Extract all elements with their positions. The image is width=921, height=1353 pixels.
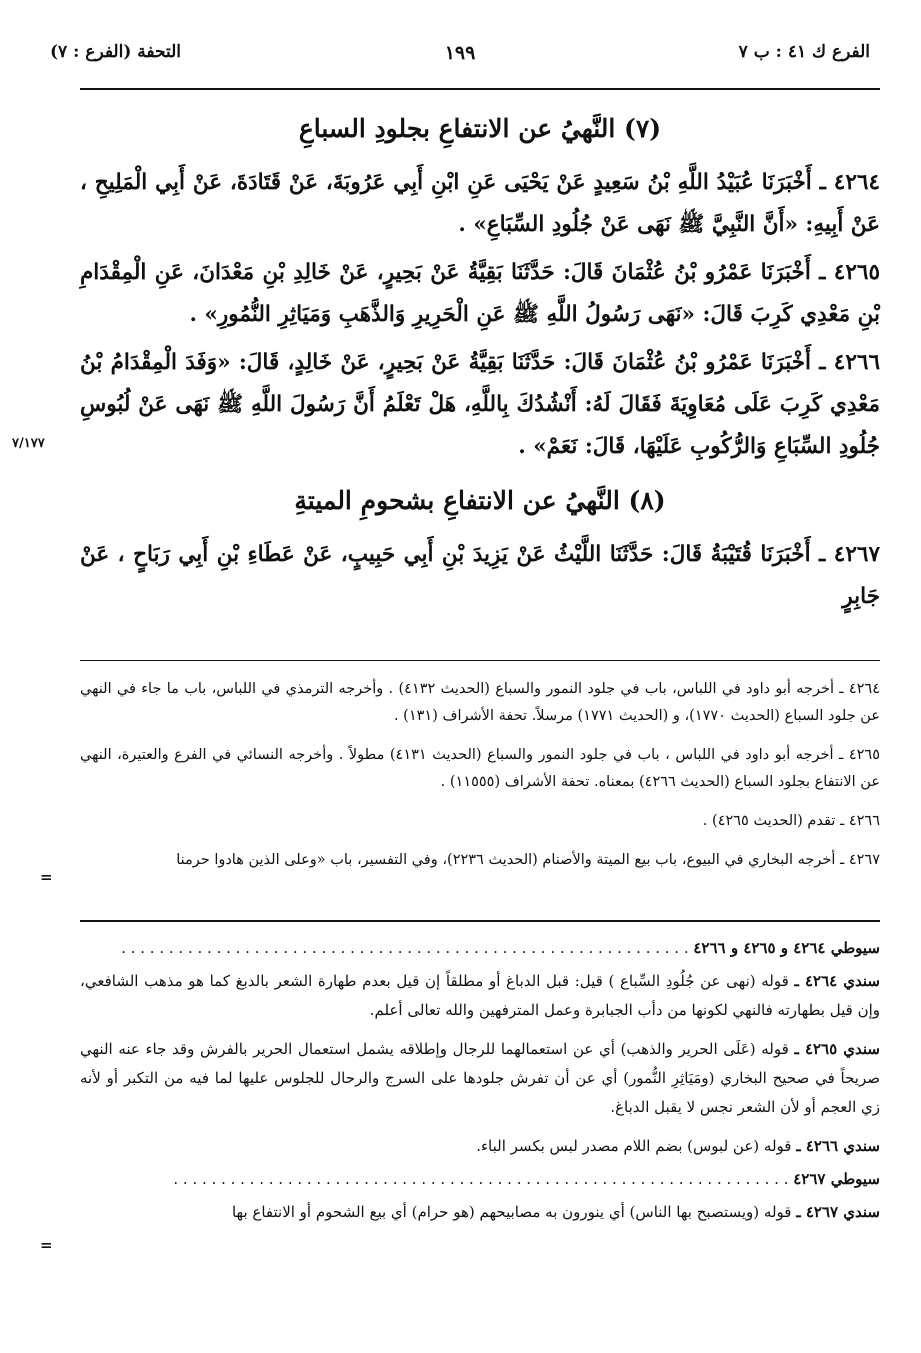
header-tuhfa-ref: التحفة (الفرع : ٧) xyxy=(50,42,182,62)
takhrij-4265: ٤٢٦٥ ـ أخرجه أبو داود في اللباس ، باب في جلود النمور والسباع (الحديث ٤١٣١) مطولاً . وأخرجه النسائي في الفرع والعتيرة، النهي عن الانتفاع بجلود السباع (الحديث ٤٢٦٦) بمعناه. تحفة الأشراف (١١٥٥٥) . xyxy=(80,747,880,790)
commentary-text: . . . . . . . . . . . . . . . . . . . . . . . . . . . . . . . . . . . . . . . . . . . . . . . . . . . . . . . . . . . . xyxy=(121,939,694,957)
takhrij-4267: ٤٢٦٧ ـ أخرجه البخاري في البيوع، باب بيع الميتة والأصنام (الحديث ٢٢٣٦)، وفي التفسير، باب «وعلى الذين هادوا حرمنا xyxy=(176,852,880,868)
margin-reference: ٧/١٧٧ xyxy=(12,436,45,451)
commentary-text: قوله (ويستصبح بها الناس) أي ينورون به مصابيحهم (هو حرام) أي بيع الشحوم أو الانتفاع بها xyxy=(231,1203,797,1221)
commentary-label: سندي ٤٢٦٥ ـ xyxy=(794,1040,880,1058)
hadith-4267: ٤٢٦٧ ـ أَخْبَرَنَا قُتَيْبَةُ قَالَ: حَدَّثَنَا اللَّيْثُ عَنْ يَزِيدَ بْنِ أَبِي حَبِيبٍ، عَنْ عَطَاءِ بْنِ أَبِي رَبَاحٍ ، عَنْ جَابِرٍ xyxy=(80,542,880,609)
header-divider xyxy=(80,88,880,90)
commentary-label: سندي ٤٢٦٤ ـ xyxy=(794,972,881,990)
commentary-label: سندي ٤٢٦٦ ـ xyxy=(796,1137,880,1155)
main-text xyxy=(80,110,880,624)
sindi-4266 xyxy=(80,1132,880,1161)
commentary-label: سيوطي ٤٢٦٤ و ٤٢٦٥ و ٤٢٦٦ xyxy=(693,939,880,957)
commentary-text: قوله (عَلَى الحرير والذهب) أي عن استعمالهما للرجال وإطلاقه يشمل استعمال الحرير بالفرش وقد جاء عنه النهي صريحاً في صحيح البخاري (ومَيَاثِرِ النُّمور) أي عن أن تفرش جلودها على السرج والرحال للجلوس عليها لما فيه من التكبر أو لأنه زي العجم أو لأن الشعر نجس لا يقبل الدباغ. xyxy=(80,1040,880,1116)
hadith-4266: ٤٢٦٦ ـ أَخْبَرَنَا عَمْرُو بْنُ عُثْمَانَ قَالَ: حَدَّثَنَا بَقِيَّةُ عَنْ بَحِيرٍ، عَنْ خَالِدٍ، قَالَ: «وَفَدَ الْمِقْدَامُ بْنُ مَعْدِي كَرِبَ عَلَى مُعَاوِيَةَ فَقَالَ لَهُ: أَنْشُدُكَ بِاللَّهِ، هَلْ تَعْلَمُ أَنَّ رَسُولَ اللَّهِ ﷺ نَهَى عَنْ لُبُوسِ جُلُودِ السِّبَاعِ وَالرُّكُوبِ عَلَيْهَا، قَالَ: نَعَمْ» . xyxy=(80,350,880,459)
commentary-section xyxy=(80,934,880,1231)
suyuti-4267 xyxy=(80,1165,880,1194)
takhrij-4266: ٤٢٦٦ ـ تقدم (الحديث ٤٢٦٥) . xyxy=(702,813,880,829)
commentary-label: سندي ٤٢٦٧ ـ xyxy=(796,1203,880,1221)
hadith-4265: ٤٢٦٥ ـ أَخْبَرَنَا عَمْرُو بْنُ عُثْمَانَ قَالَ: حَدَّثَنَا بَقِيَّةُ عَنْ بَحِيرٍ، عَنْ خَالِدِ بْنِ مَعْدَانَ، عَنِ الْمِقْدَامِ بْنِ مَعْدِي كَرِبَ قَالَ: «نَهَى رَسُولُ اللَّهِ ﷺ عَنِ الْحَرِيرِ وَالذَّهَبِ وَمَيَاثِرِ النُّمُورِ» . xyxy=(80,260,880,327)
sindi-4267 xyxy=(80,1198,880,1227)
commentary-divider xyxy=(80,920,880,922)
commentary-label: سيوطي ٤٢٦٧ xyxy=(793,1170,880,1188)
chapter-7-title: (٧) النَّهيُ عن الانتفاعِ بجلودِ السباعِ xyxy=(298,114,662,143)
hadith-4264: ٤٢٦٤ ـ أَخْبَرَنَا عُبَيْدُ اللَّهِ بْنُ سَعِيدٍ عَنْ يَحْيَى عَنِ ابْنِ أَبِي عَرُوبَةَ، عَنْ قَتَادَةَ، عَنْ أَبِي الْمَلِيحِ ، عَنْ أَبِيهِ: «أَنَّ النَّبِيَّ ﷺ نَهَى عَنْ جُلُودِ السِّبَاعِ» . xyxy=(80,170,880,237)
running-header xyxy=(50,42,870,82)
footnote-divider xyxy=(80,660,880,661)
header-section-ref: الفرع ك ٤١ : ب ٧ xyxy=(738,42,870,62)
commentary-text: قوله (نهى عن جُلُودِ السِّباع ) قيل: قبل الدباغ أو مطلقاً إن قيل بعدم طهارة الشعر بالدبغ كما هو مذهب الشافعي، وإن قيل بطهارته فالنهي لكونها من دأب الجبابرة وعمل المترفهين والله تعالى أعلم. xyxy=(80,972,880,1019)
sindi-4265 xyxy=(80,1035,880,1122)
suyuti-4264-4266 xyxy=(80,934,880,963)
takhrij-footnotes xyxy=(80,676,880,886)
commentary-text: قوله (عن لبوس) بضم اللام مصدر لبس بكسر الباء. xyxy=(476,1137,797,1155)
chapter-8-title: (٨) النَّهيُ عن الانتفاعِ بشحومِ الميتةِ xyxy=(294,486,666,515)
page-number: ١٩٩ xyxy=(444,42,476,64)
sindi-4264 xyxy=(80,967,880,1025)
takhrij-4264: ٤٢٦٤ ـ أخرجه أبو داود في اللباس، باب في جلود النمور والسباع (الحديث ٤١٣٢) . وأخرجه الترمذي في اللباس، باب ما جاء في النهي عن جلود السباع (الحديث ١٧٧٠)، و (الحديث ١٧٧١) مرسلاً. تحفة الأشراف (١٣١) . xyxy=(80,681,880,724)
commentary-text: . . . . . . . . . . . . . . . . . . . . . . . . . . . . . . . . . . . . . . . . . . . . . . . . . . . . . . . . . . . . . . . . . xyxy=(173,1170,794,1188)
commentary-continuation-mark: = xyxy=(40,1236,53,1254)
takhrij-continuation-mark: = xyxy=(40,868,53,886)
